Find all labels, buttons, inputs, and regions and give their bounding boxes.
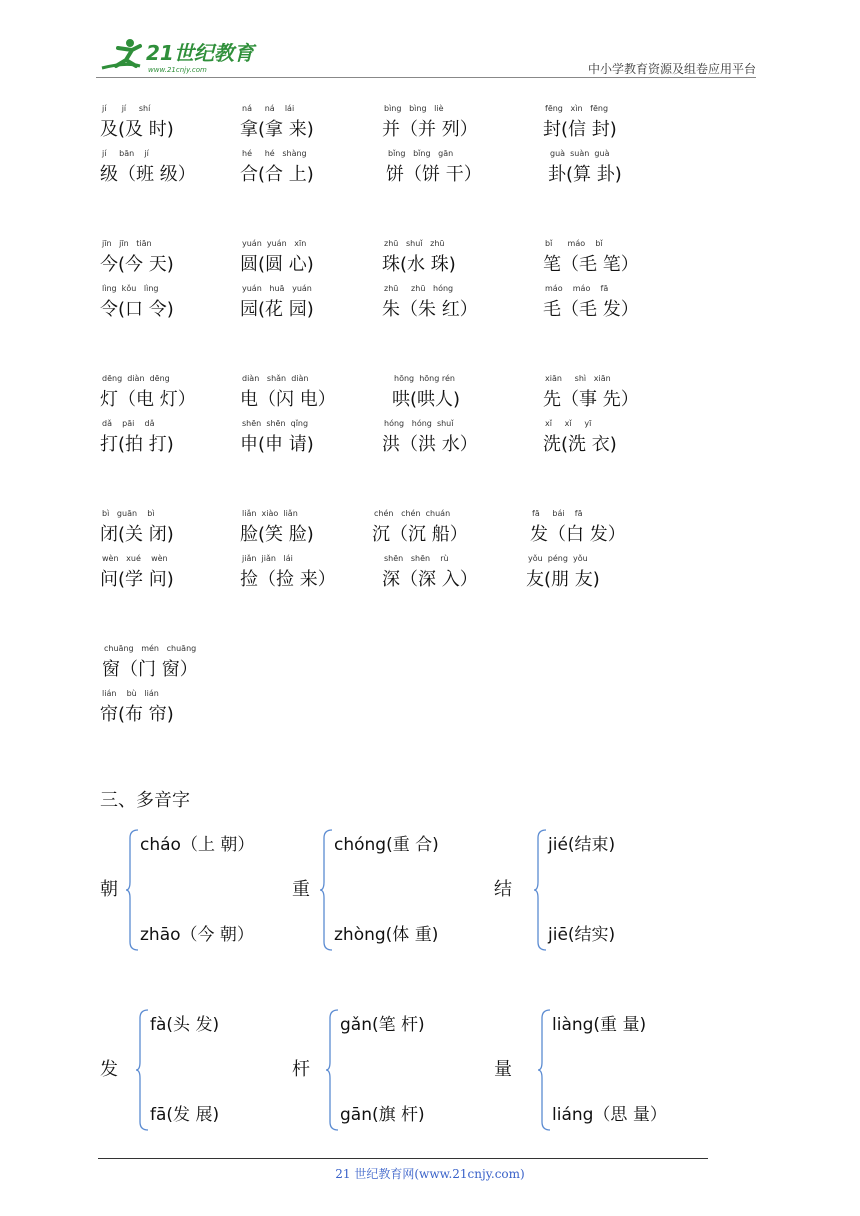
pinyin-label: jīn jīn tiān	[102, 239, 152, 248]
pinyin-label: shēn shēn qǐng	[242, 419, 309, 428]
pinyin-label: zhū zhū hóng	[384, 284, 454, 293]
word-entry: 沉（沉 船）	[372, 524, 468, 545]
polyphone-char: 朝	[100, 879, 118, 900]
header-platform-text: 中小学教育资源及组卷应用平台	[587, 62, 756, 76]
polyphone-reading-top: jié(结束)	[548, 835, 616, 855]
word-entry: 脸(笑 脸)	[240, 524, 314, 545]
word-entry: 申(申 请)	[240, 434, 314, 455]
pinyin-label: jí jí shí	[102, 104, 151, 113]
word-entry: 帘(布 帘)	[100, 704, 174, 725]
pinyin-label: hōng hōng rén	[394, 374, 455, 383]
pinyin-label: dēng diàn dēng	[102, 374, 170, 383]
word-entry: 饼（饼 干）	[386, 164, 482, 185]
page-header	[96, 30, 756, 80]
word-entry: 闭(关 闭)	[100, 524, 174, 545]
footer-text: 21 世纪教育网(www.21cnjy.com)	[335, 1167, 525, 1181]
pinyin-label: fēng xìn fēng	[545, 104, 609, 113]
polyphone-char: 量	[494, 1059, 512, 1080]
svg-text:www.21cnjy.com: www.21cnjy.com	[148, 66, 207, 74]
pinyin-label: wèn xué wèn	[102, 554, 168, 563]
polyphone-reading-top: liàng(重 量)	[552, 1015, 647, 1035]
site-logo	[96, 34, 266, 78]
brace-icon	[126, 828, 140, 952]
pinyin-label: yuán huā yuán	[242, 284, 312, 293]
pinyin-label: lìng kǒu lìng	[102, 284, 159, 293]
word-entry: 令(口 令)	[100, 299, 174, 320]
brace-icon	[538, 1008, 552, 1132]
pinyin-label: zhū shuǐ zhū	[384, 239, 445, 248]
polyphone-reading-bottom: fā(发 展)	[150, 1105, 220, 1125]
pinyin-label: jí bān jí	[102, 149, 149, 158]
word-entry: 问(学 问)	[100, 569, 174, 590]
polyphone-reading-top: cháo（上 朝）	[140, 835, 255, 855]
word-entry: 朱（朱 红）	[382, 299, 478, 320]
word-entry: 洗(洗 衣)	[543, 434, 617, 455]
header-divider	[96, 77, 756, 78]
brace-icon	[534, 828, 548, 952]
word-entry: 灯（电 灯）	[100, 389, 196, 410]
pinyin-label: fā bái fā	[532, 509, 583, 518]
pinyin-label: lián bù lián	[102, 689, 159, 698]
polyphone-reading-bottom: zhòng(体 重)	[334, 925, 439, 945]
word-entry: 级（班 级）	[100, 164, 196, 185]
word-entry: 笔（毛 笔）	[543, 254, 639, 275]
word-entry: 洪（洪 水）	[382, 434, 478, 455]
word-entry: 电（闪 电）	[240, 389, 336, 410]
word-entry: 园(花 园)	[240, 299, 314, 320]
pinyin-label: bǐng bǐng gān	[388, 149, 454, 158]
pinyin-label: yǒu péng yǒu	[528, 554, 588, 563]
pinyin-label: xǐ xǐ yī	[545, 419, 592, 428]
svg-text:21世纪教育: 21世纪教育	[146, 41, 254, 65]
polyphone-char: 发	[100, 1059, 118, 1080]
section-title: 三、多音字	[100, 790, 190, 811]
brace-icon	[326, 1008, 340, 1132]
word-entry: 今(今 天)	[100, 254, 174, 275]
polyphone-char: 重	[292, 879, 310, 900]
pinyin-label: hé hé shàng	[242, 149, 307, 158]
pinyin-label: shēn shēn rù	[384, 554, 449, 563]
polyphone-reading-top: chóng(重 合)	[334, 835, 439, 855]
pinyin-label: chuāng mén chuāng	[104, 644, 197, 653]
word-entry: 窗（门 窗）	[102, 659, 198, 680]
brace-icon	[136, 1008, 150, 1132]
word-entry: 卦(算 卦)	[548, 164, 622, 185]
polyphone-reading-bottom: gān(旗 杆)	[340, 1105, 425, 1125]
pinyin-label: diàn shǎn diàn	[242, 374, 309, 383]
pinyin-label: guà suàn guà	[550, 149, 610, 158]
pinyin-label: dǎ pāi dǎ	[102, 419, 155, 428]
pinyin-label: jiǎn jiǎn lái	[242, 554, 293, 563]
polyphone-reading-bottom: liáng（思 量）	[552, 1105, 667, 1125]
pinyin-label: hóng hóng shuǐ	[384, 419, 454, 428]
footer-divider	[98, 1158, 708, 1159]
word-entry: 并（并 列）	[382, 119, 478, 140]
word-entry: 圆(圆 心)	[240, 254, 314, 275]
word-entry: 深（深 入）	[382, 569, 478, 590]
word-entry: 封(信 封)	[543, 119, 617, 140]
brace-icon	[320, 828, 334, 952]
word-entry: 发（白 发）	[530, 524, 626, 545]
word-entry: 打(拍 打)	[100, 434, 174, 455]
pinyin-label: yuán yuán xīn	[242, 239, 307, 248]
polyphone-char: 结	[494, 879, 512, 900]
polyphone-reading-bottom: zhāo（今 朝）	[140, 925, 254, 945]
word-entry: 友(朋 友)	[526, 569, 600, 590]
word-entry: 毛（毛 发）	[543, 299, 639, 320]
pinyin-label: máo máo fā	[545, 284, 609, 293]
word-entry: 捡（捡 来）	[240, 569, 336, 590]
word-entry: 先（事 先）	[543, 389, 639, 410]
pinyin-label: liǎn xiào liǎn	[242, 509, 298, 518]
runner-logo-icon	[96, 34, 266, 78]
polyphone-reading-top: fà(头 发)	[150, 1015, 220, 1035]
pinyin-label: bìng bìng liè	[384, 104, 444, 113]
pinyin-label: xiān shì xiān	[545, 374, 611, 383]
pinyin-label: bì guān bì	[102, 509, 155, 518]
word-entry: 合(合 上)	[240, 164, 314, 185]
word-entry: 及(及 时)	[100, 119, 174, 140]
word-entry: 哄(哄人)	[392, 389, 461, 410]
pinyin-label: ná ná lái	[242, 104, 295, 113]
word-entry: 拿(拿 来)	[240, 119, 314, 140]
word-entry: 珠(水 珠)	[382, 254, 456, 275]
pinyin-label: bǐ máo bǐ	[545, 239, 603, 248]
polyphone-reading-top: gǎn(笔 杆)	[340, 1015, 425, 1035]
polyphone-char: 杆	[292, 1059, 310, 1080]
pinyin-label: chén chén chuán	[374, 509, 451, 518]
polyphone-reading-bottom: jiē(结实)	[548, 925, 616, 945]
